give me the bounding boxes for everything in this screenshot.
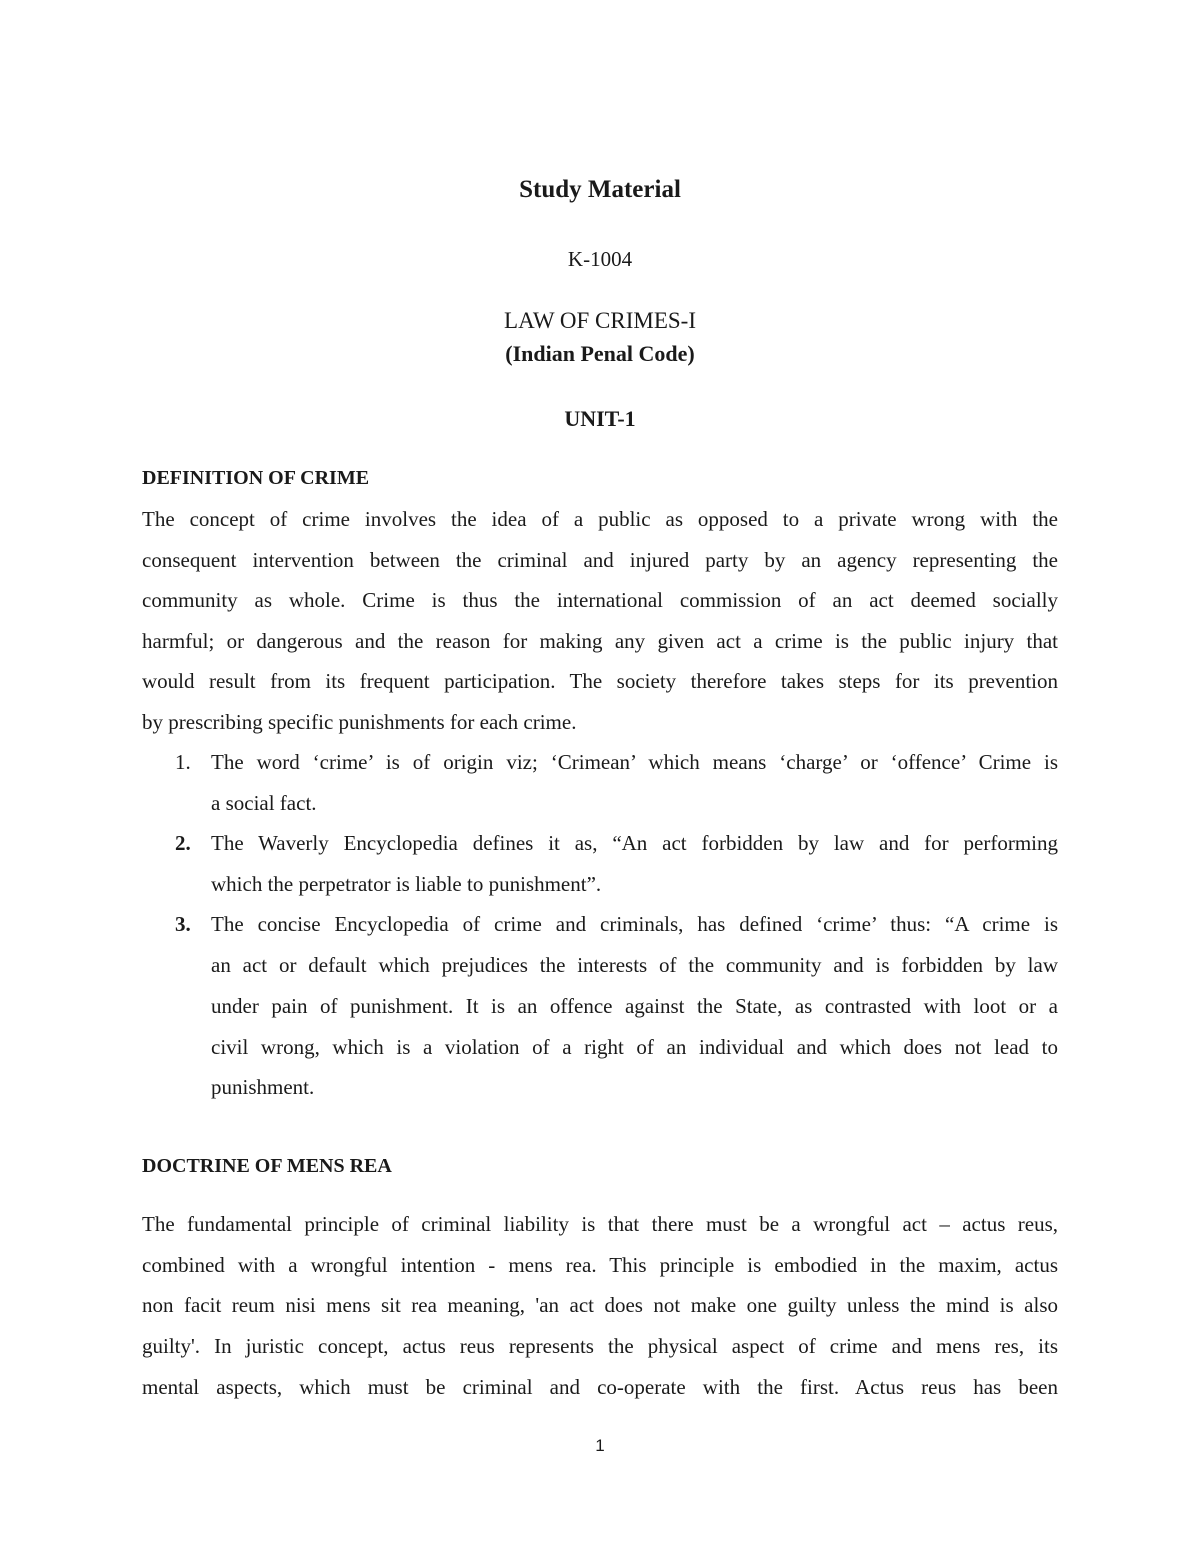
paragraph-line: non facit reum nisi mens sit rea meaning, 'an act does not make one guilty unless the mind is also	[142, 1293, 1058, 1317]
list-item-line: civil wrong, which is a violation of a right of an individual and which does not lead to	[211, 1035, 1058, 1059]
list-item-line: under pain of punishment. It is an offence against the State, as contrasted with loot or a	[211, 994, 1058, 1018]
list-item-line: The concise Encyclopedia of crime and criminals, has defined ‘crime’ thus: “A crime is	[211, 912, 1058, 936]
subject-title: LAW OF CRIMES-I	[504, 308, 696, 333]
paragraph-line: community as whole. Crime is thus the international commission of an act deemed socially	[142, 588, 1058, 612]
paragraph-line: harmful; or dangerous and the reason for making any given act a crime is the public injury that	[142, 629, 1058, 653]
list-item-line: The Waverly Encyclopedia defines it as, “An act forbidden by law and for performing	[211, 831, 1058, 855]
list-item-number: 1.	[175, 750, 191, 774]
paragraph-line: combined with a wrongful intention - mens rea. This principle is embodied in the maxim, actus	[142, 1253, 1058, 1277]
paragraph-line: The fundamental principle of criminal liability is that there must be a wrongful act – actus reus,	[142, 1212, 1058, 1236]
paragraph-line: mental aspects, which must be criminal and co-operate with the first. Actus reus has been	[142, 1375, 1058, 1399]
paragraph-line: by prescribing specific punishments for each crime.	[142, 710, 577, 734]
list-item-line: The word ‘crime’ is of origin viz; ‘Crimean’ which means ‘charge’ or ‘offence’ Crime is	[211, 750, 1058, 774]
unit-heading: UNIT-1	[564, 406, 636, 431]
list-item-line: which the perpetrator is liable to punishment”.	[211, 872, 602, 896]
list-item-number: 3.	[175, 912, 191, 936]
section-heading-doctrine-of-mens-rea: DOCTRINE OF MENS REA	[142, 1155, 392, 1177]
paragraph-line: would result from its frequent participation. The society therefore takes steps for its prevention	[142, 669, 1058, 693]
list-item-line: an act or default which prejudices the interests of the community and is forbidden by law	[211, 953, 1058, 977]
document-title: Study Material	[519, 176, 681, 203]
course-code: K-1004	[567, 247, 633, 271]
paragraph-line: The concept of crime involves the idea of a public as opposed to a private wrong with the	[142, 507, 1058, 531]
section-heading-definition-of-crime: DEFINITION OF CRIME	[142, 467, 370, 489]
list-item-line: punishment.	[211, 1075, 315, 1099]
subject-subtitle: (Indian Penal Code)	[505, 341, 695, 366]
paragraph-line: guilty'. In juristic concept, actus reus represents the physical aspect of crime and mens res, its	[142, 1334, 1058, 1358]
list-item-number: 2.	[175, 831, 191, 855]
paragraph-line: consequent intervention between the criminal and injured party by an agency representing the	[142, 548, 1058, 572]
page-number: 1	[595, 1436, 605, 1455]
list-item-line: a social fact.	[211, 791, 317, 815]
